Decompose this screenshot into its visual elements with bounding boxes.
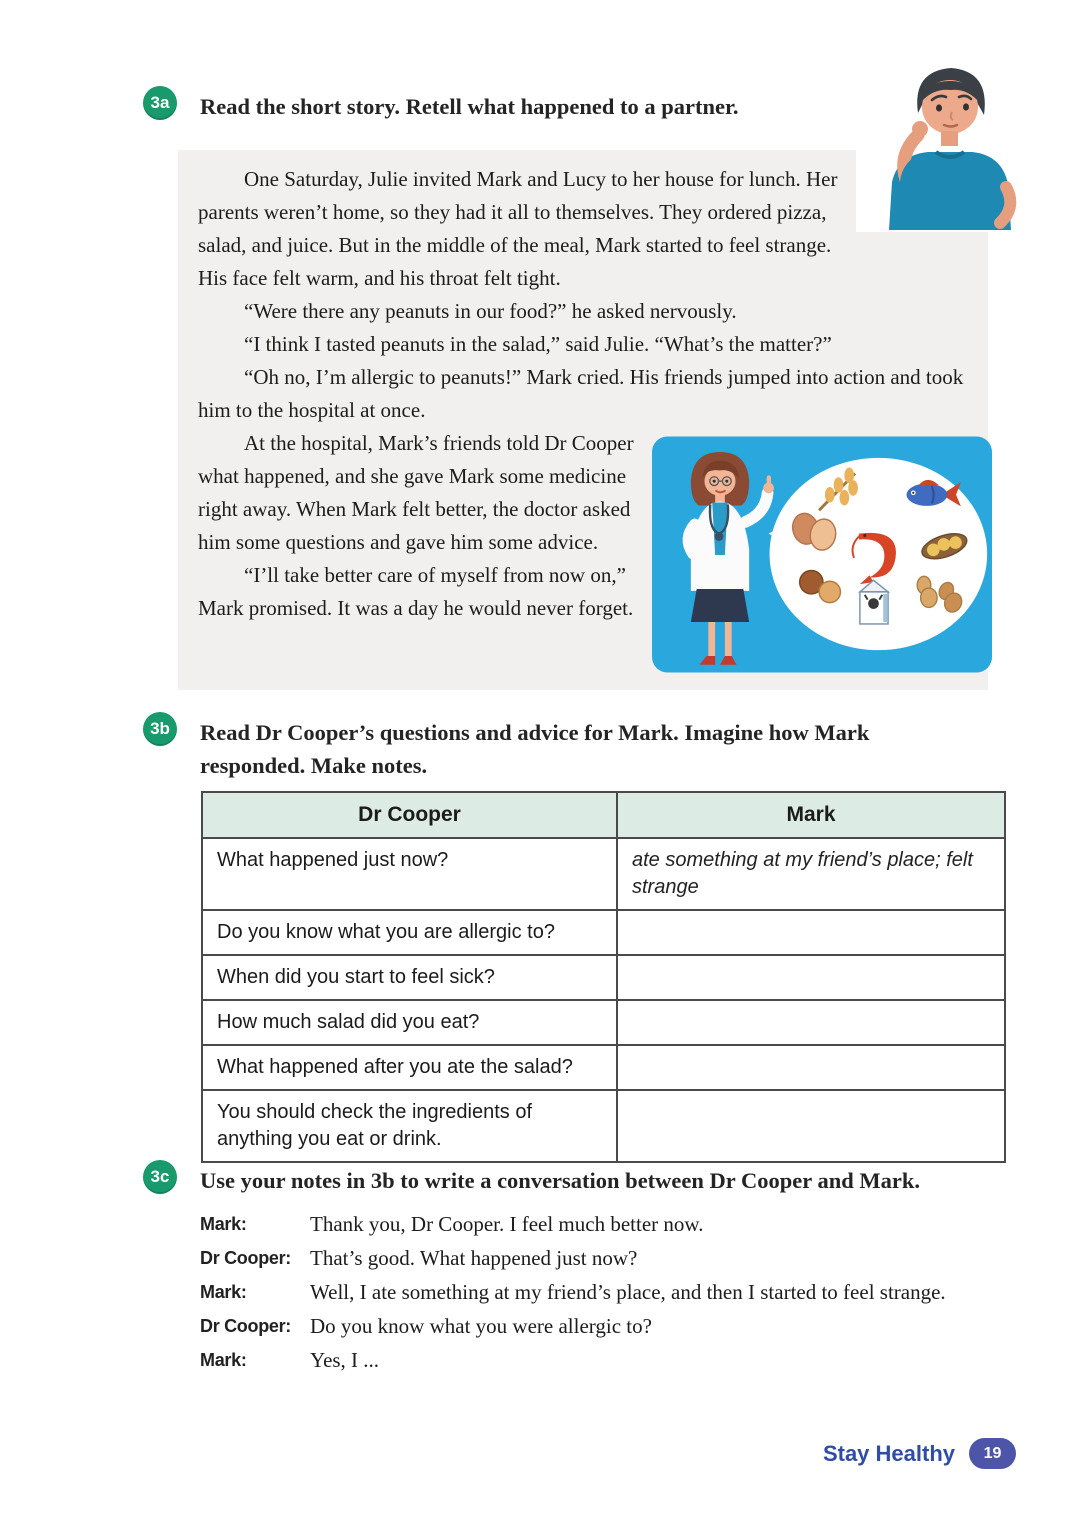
dialogue-line bbox=[200, 1241, 1005, 1275]
table-row bbox=[202, 838, 1005, 910]
answer-cell: ate something at my friend’s place; felt strange bbox=[617, 838, 1005, 910]
exercise-3c-instruction: Use your notes in 3b to write a conversation between Dr Cooper and Mark. bbox=[200, 1168, 920, 1193]
unit-title: Stay Healthy bbox=[822, 1440, 955, 1466]
dialogue-line bbox=[200, 1343, 1005, 1377]
exercise-3a-badge: 3a bbox=[143, 86, 177, 120]
table-row bbox=[202, 910, 1005, 955]
question-cell: Do you know what you are allergic to? bbox=[202, 910, 617, 955]
dialogue-line bbox=[200, 1207, 1005, 1241]
table-header-row bbox=[202, 792, 1005, 838]
question-cell: When did you start to feel sick? bbox=[202, 955, 617, 1000]
story-paragraph: At the hospital, Mark’s friends told Dr Cooper what happened, and she gave Mark some medicine right away. When Mark felt better, the doctor asked him some questions and gave him some advice. bbox=[198, 431, 634, 554]
story-paragraph: “I’ll take better care of myself from now on,” Mark promised. It was a day he would never forget. bbox=[198, 563, 634, 620]
story-paragraph: One Saturday, Julie invited Mark and Lucy to her house for lunch. Her parents weren’t home, so they had it all to themselves. They ordered pizza, salad, and juice. But in the middle of the meal, Mark started to feel strange. His face felt warm, and his throat felt tight. bbox=[198, 167, 838, 290]
page-number-badge: 19 bbox=[969, 1438, 1016, 1469]
exercise-3c-header bbox=[143, 1160, 1043, 1197]
answer-cell bbox=[617, 1000, 1005, 1045]
story-paragraph: “I think I tasted peanuts in the salad,” said Julie. “What’s the matter?” bbox=[244, 332, 832, 356]
hand-on-cheek bbox=[912, 121, 928, 137]
doctor-allergens-art bbox=[652, 433, 992, 676]
doctor-allergens-illustration bbox=[652, 433, 992, 676]
speaker-label: Dr Cooper: bbox=[200, 1248, 291, 1268]
exercise-3a-header bbox=[143, 86, 863, 123]
answer-cell bbox=[617, 1090, 1005, 1162]
boy-figure bbox=[889, 68, 1011, 230]
column-header-dr-cooper: Dr Cooper bbox=[202, 792, 617, 838]
story-paragraph: “Were there any peanuts in our food?” he asked nervously. bbox=[244, 299, 737, 323]
table-row bbox=[202, 1090, 1005, 1162]
speaker-label: Mark: bbox=[200, 1214, 247, 1234]
notes-table bbox=[201, 791, 1006, 1163]
exercise-3b-header bbox=[143, 712, 913, 782]
question-cell: How much salad did you eat? bbox=[202, 1000, 617, 1045]
question-cell: What happened just now? bbox=[202, 838, 617, 910]
answer-cell bbox=[617, 910, 1005, 955]
dialogue-block bbox=[200, 1207, 1005, 1377]
table-row bbox=[202, 955, 1005, 1000]
dialogue-text: Well, I ate something at my friend’s place, and then I started to feel strange. bbox=[310, 1280, 946, 1304]
dialogue-text: That’s good. What happened just now? bbox=[310, 1246, 638, 1270]
answer-cell bbox=[617, 955, 1005, 1000]
worried-boy-art bbox=[856, 55, 1046, 230]
exercise-3b-badge: 3b bbox=[143, 712, 177, 746]
exercise-3b-instruction: Read Dr Cooper’s questions and advice for Mark. Imagine how Mark responded. Make notes. bbox=[200, 720, 870, 778]
dialogue-text: Yes, I ... bbox=[310, 1348, 380, 1372]
exercise-3a-instruction: Read the short story. Retell what happened to a partner. bbox=[200, 94, 739, 119]
question-cell: You should check the ingredients of anything you eat or drink. bbox=[202, 1090, 617, 1162]
story-paragraph: “Oh no, I’m allergic to peanuts!” Mark cried. His friends jumped into action and took him to the hospital at once. bbox=[198, 365, 964, 422]
speaker-label: Mark: bbox=[200, 1282, 247, 1302]
speaker-label: Mark: bbox=[200, 1350, 247, 1370]
table-row bbox=[202, 1045, 1005, 1090]
page-footer bbox=[823, 1438, 1016, 1469]
pointing-finger bbox=[767, 475, 771, 486]
dialogue-line bbox=[200, 1275, 1005, 1309]
question-cell: What happened after you ate the salad? bbox=[202, 1045, 617, 1090]
skirt bbox=[691, 589, 749, 622]
table-row bbox=[202, 1000, 1005, 1045]
dialogue-text: Thank you, Dr Cooper. I feel much better now. bbox=[310, 1212, 704, 1236]
column-header-mark: Mark bbox=[617, 792, 1005, 838]
dialogue-line bbox=[200, 1309, 1005, 1343]
worried-boy-illustration bbox=[856, 55, 1046, 232]
speaker-label: Dr Cooper: bbox=[200, 1316, 291, 1336]
dialogue-text: Do you know what you were allergic to? bbox=[310, 1314, 652, 1338]
exercise-3c-badge: 3c bbox=[143, 1160, 177, 1194]
answer-cell bbox=[617, 1045, 1005, 1090]
